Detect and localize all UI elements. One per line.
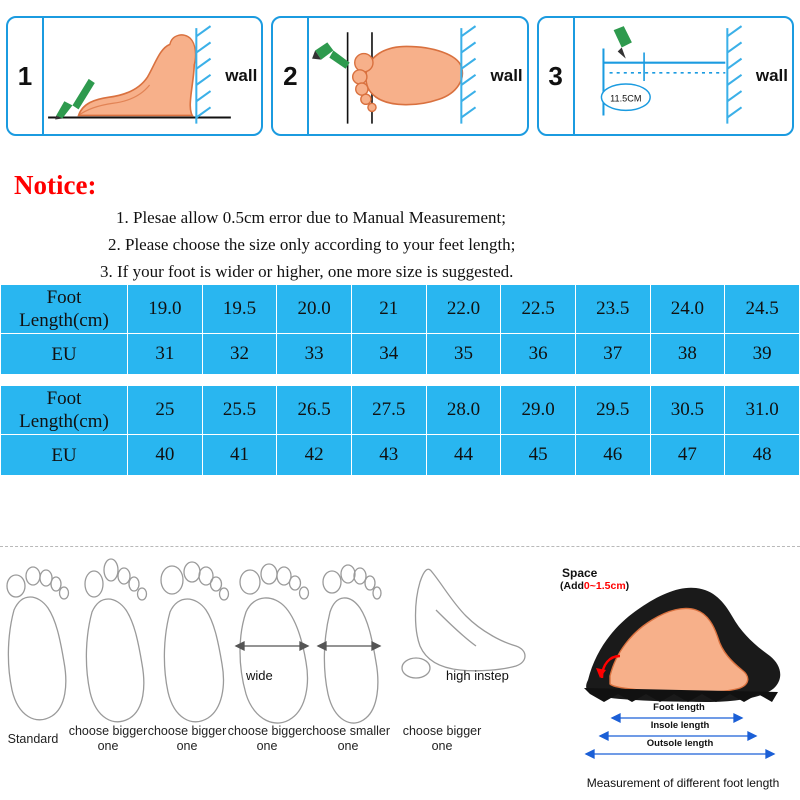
step-3-measure-label: 11.5CM <box>609 93 642 104</box>
footprint-standard-icon <box>7 567 69 720</box>
table-cell: 45 <box>501 435 576 476</box>
footprint-outlines <box>0 550 556 750</box>
notice-item-2: 2. Please choose the size only according to your feet length; <box>108 235 516 254</box>
section-divider <box>0 546 800 547</box>
table-cell: 24.0 <box>650 285 725 334</box>
table-cell: 34 <box>351 334 426 375</box>
table-header-foot-length: Foot Length(cm) <box>1 386 128 435</box>
add-prefix: (Add <box>560 580 584 592</box>
label-foot-length: Foot length <box>653 702 705 713</box>
table-row <box>1 386 800 435</box>
table-row <box>1 334 800 375</box>
measurement-panel <box>556 552 800 798</box>
notice-list <box>100 204 790 285</box>
foot-shape-caption-3: choose bigger one <box>147 724 227 753</box>
size-table-1 <box>0 284 800 375</box>
step-1-number: 1 <box>8 18 44 134</box>
step-2-number: 2 <box>273 18 309 134</box>
annotation-wide: wide <box>246 668 273 683</box>
footprint-long-toe-icon <box>85 559 147 722</box>
foot-high-instep-icon <box>402 569 525 678</box>
table-cell: 29.0 <box>501 386 576 435</box>
step-3-number: 3 <box>539 18 575 134</box>
table-cell: 20.0 <box>277 285 352 334</box>
foot-shape-caption-6: choose bigger one <box>402 724 482 753</box>
step-3 <box>537 16 794 136</box>
foot-shape-guide <box>0 546 800 800</box>
wide-arrow-icon <box>236 642 380 650</box>
table-header-foot-length: Foot Length(cm) <box>1 285 128 334</box>
table-cell: 31 <box>128 334 203 375</box>
table-cell: 21 <box>351 285 426 334</box>
table-cell: 47 <box>650 435 725 476</box>
foot-shape-caption-1: Standard <box>7 732 59 746</box>
annotation-high-instep: high instep <box>446 668 509 683</box>
step-1-wall-label: wall <box>225 66 258 85</box>
table-cell: 29.5 <box>575 386 650 435</box>
table-cell: 30.5 <box>650 386 725 435</box>
table-cell: 22.0 <box>426 285 501 334</box>
step-3-wall-label: wall <box>755 66 788 85</box>
size-table-2 <box>0 385 800 476</box>
table-row <box>1 435 800 476</box>
table-cell: 39 <box>725 334 800 375</box>
notice-item-1: 1. Plesae allow 0.5cm error due to Manual Measurement; <box>116 208 506 227</box>
table-cell: 48 <box>725 435 800 476</box>
size-tables <box>0 284 800 476</box>
add-suffix: ) <box>625 580 630 592</box>
measurement-steps <box>0 16 800 136</box>
table-cell: 25 <box>128 386 203 435</box>
table-cell: 32 <box>202 334 277 375</box>
step-2-wall-label: wall <box>490 66 523 85</box>
table-cell: 40 <box>128 435 203 476</box>
table-cell: 22.5 <box>501 285 576 334</box>
table-cell: 28.0 <box>426 386 501 435</box>
foot-shape-caption-4: choose bigger one <box>227 724 307 753</box>
table-cell: 27.5 <box>351 386 426 435</box>
step-1 <box>6 16 263 136</box>
label-insole-length: Insole length <box>650 720 710 731</box>
table-cell: 35 <box>426 334 501 375</box>
table-cell: 36 <box>501 334 576 375</box>
notice-item-3: 3. If your foot is wider or higher, one more size is suggested. <box>100 262 514 281</box>
notice-title: Notice: <box>14 170 97 200</box>
space-add-label <box>560 580 629 592</box>
table-row <box>1 285 800 334</box>
table-cell: 44 <box>426 435 501 476</box>
table-cell: 33 <box>277 334 352 375</box>
table-cell: 19.0 <box>128 285 203 334</box>
footprint-wide-icon <box>240 564 309 723</box>
foot-shape-caption-2: choose bigger one <box>68 724 148 753</box>
table-divider <box>0 375 800 385</box>
table-cell: 24.5 <box>725 285 800 334</box>
add-value: 0~1.5cm <box>583 580 626 592</box>
table-cell: 31.0 <box>725 386 800 435</box>
label-outsole-length: Outsole length <box>646 738 714 749</box>
table-cell: 41 <box>202 435 277 476</box>
table-cell: 38 <box>650 334 725 375</box>
space-label: Space <box>562 566 598 580</box>
foot-shape-caption-5: choose smaller one <box>305 724 391 753</box>
table-header-eu: EU <box>1 334 128 375</box>
table-cell: 25.5 <box>202 386 277 435</box>
footprint-wide-toe-icon <box>161 562 229 722</box>
step-2 <box>271 16 528 136</box>
table-cell: 42 <box>277 435 352 476</box>
table-cell: 19.5 <box>202 285 277 334</box>
measure-panel-caption: Measurement of different foot length <box>586 776 780 790</box>
table-cell: 46 <box>575 435 650 476</box>
table-header-eu: EU <box>1 435 128 476</box>
table-cell: 37 <box>575 334 650 375</box>
table-cell: 26.5 <box>277 386 352 435</box>
table-cell: 43 <box>351 435 426 476</box>
table-cell: 23.5 <box>575 285 650 334</box>
